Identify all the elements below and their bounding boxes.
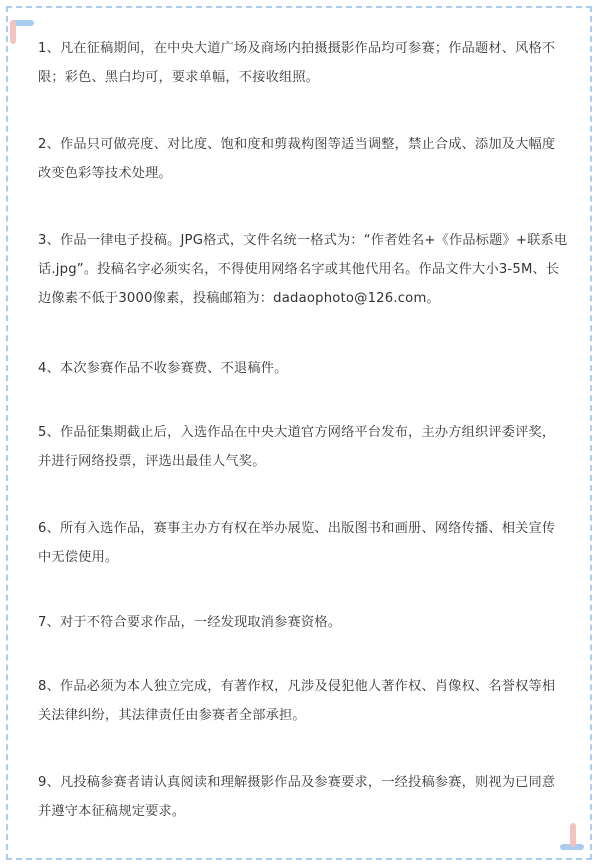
rule-item-4: 4、本次参赛作品不收参赛费、不退稿件。 — [38, 361, 288, 376]
rule-item-7: 7、对于不符合要求作品，一经发现取消参赛资格。 — [38, 615, 342, 630]
rule-item-2: 2、作品只可做亮度、对比度、饱和度和剪裁构图等适当调整，禁止合成、添加及大幅度改变色彩等技术处理。 — [38, 137, 556, 181]
rule-item-1: 1、凡在征稿期间，在中央大道广场及商场内拍摄摄影作品均可参赛；作品题材、风格不限；彩色、黑白均可，要求单幅，不接收组照。 — [38, 41, 556, 85]
rule-item-9: 9、凡投稿参赛者请认真阅读和理解摄影作品及参赛要求，一经投稿参赛，则视为已同意并遵守本征稿规定要求。 — [38, 775, 556, 819]
corner-decoration-top-left-vertical — [10, 20, 16, 44]
rule-item-3: 3、作品一律电子投稿。JPG格式，文件名统一格式为：“作者姓名+《作品标题》+联系电话.jpg”。投稿名字必须实名，不得使用网络名字或其他代用名。作品文件大小3-5M、长边像素不低于3000像素，投稿邮箱为：dadaophoto@126.com。 — [38, 233, 568, 306]
rule-item-5: 5、作品征集期截止后，入选作品在中央大道官方网络平台发布，主办方组织评委评奖，并进行网络投票，评选出最佳人气奖。 — [38, 425, 556, 469]
corner-decoration-bottom-right-vertical — [570, 823, 576, 847]
rule-item-6: 6、所有入选作品，赛事主办方有权在举办展览、出版图书和画册、网络传播、相关宣传中无偿使用。 — [38, 521, 556, 565]
rule-item-8: 8、作品必须为本人独立完成，有著作权，凡涉及侵犯他人著作权、肖像权、名誉权等相关法律纠纷，其法律责任由参赛者全部承担。 — [38, 679, 556, 723]
